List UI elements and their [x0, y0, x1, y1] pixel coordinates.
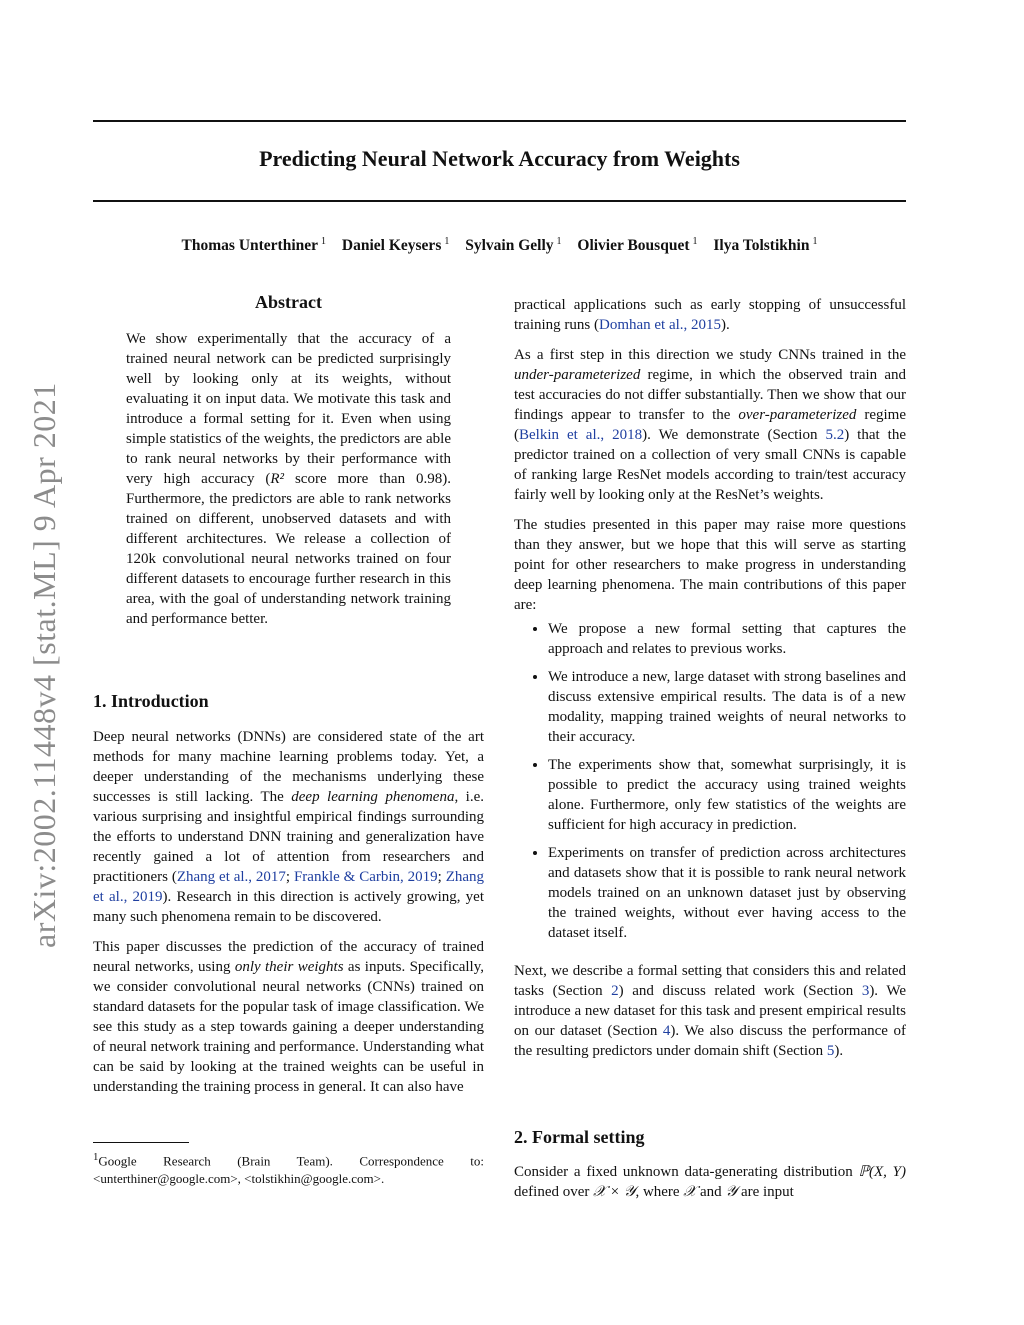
citation-link[interactable]: Domhan et al., 2015	[598, 317, 722, 333]
paper-title: Predicting Neural Network Accuracy from Weights	[259, 146, 740, 171]
paragraph: practical applications such as early stopping of unsuccessful training runs (Domhan et al., 2015).	[514, 297, 906, 333]
contributions-list	[514, 619, 906, 943]
intro-body	[93, 727, 484, 1107]
top-rule	[93, 120, 906, 122]
author-list	[93, 236, 906, 255]
citation-link[interactable]: Zhang et al., 2017	[176, 869, 286, 885]
citation-link[interactable]: Zhang et al., 2019	[93, 869, 485, 905]
right-column	[514, 295, 906, 1071]
list-item: • We propose a new formal setting that captures the approach and relates to previous works.	[548, 619, 906, 659]
arxiv-side-stamp: arXiv:2002.11448v4 [stat.ML] 9 Apr 2021	[26, 382, 62, 948]
intro-paragraph-2: This paper discusses the prediction of the accuracy of trained neural networks, using only their weights as inputs. Specifically, we consider convolutional neural networks (CNNs) trained on standard datasets for the popular task of image classification. We see this study as a step towards gaining a deeper understanding of neural network training and performance. Understanding what can be said by looking at the trained weights can be useful in understanding the training process in general. It can also have	[93, 939, 484, 1095]
section-link[interactable]: 4	[662, 1023, 671, 1039]
section-link[interactable]: 5.2	[825, 427, 845, 443]
list-item: • We introduce a new, large dataset with strong baselines and discuss extensive empirical results. The data is of a new modality, mapping trained weights of neural networks to their accuracy.	[548, 667, 906, 747]
author: Daniel Keysers $^1$	[341, 236, 450, 255]
section-link[interactable]: 2	[611, 983, 619, 999]
paragraph: Next, we describe a formal setting that considers this and related tasks (Section 2) and discuss related work (Section 3). We introduce a new dataset for this task and present empirical results on our dataset (Section 4). We also discuss the performance of the resulting predictors under domain shift (Section 5).	[514, 963, 906, 1059]
section-link[interactable]: 5	[826, 1043, 835, 1059]
formal-setting-text: Consider a fixed unknown data-generating distribution ℙ(X, Y) defined over 𝒳 × 𝒴, where 𝒳 and 𝒴 are input	[514, 1164, 906, 1200]
abstract-heading: Abstract	[255, 292, 322, 312]
section-heading-introduction: 1. Introduction	[93, 691, 209, 711]
list-item: • Experiments on transfer of prediction across architectures and datasets show that it is possible to rank neural network models trained on an unknown dataset just by observing the trained weights, without ever having access to the dataset itself.	[548, 843, 906, 943]
section-heading-formal-setting: 2. Formal setting	[514, 1127, 645, 1147]
paragraph: As a first step in this direction we study CNNs trained in the under-parameterized regime, in which the observed train and test accuracies do not differ substantially. Then we show that our findings appear to transfer to the over-parameterized regime (Belkin et al., 2018). We demonstrate (Section 5.2) that the predictor trained on a collection of very small CNNs is capable of ranking large ResNet models according to train/test accuracy fairly well by looking only at the ResNet’s weights.	[514, 347, 906, 503]
citation-link[interactable]: Frankle & Carbin, 2019	[293, 869, 438, 885]
citation-link[interactable]: Belkin et al., 2018	[519, 427, 643, 443]
intro-paragraph-1: Deep neural networks (DNNs) are considered state of the art methods for many machine learning problems today. Yet, a deeper understanding of the mechanisms underlying these successes is still lacking. The deep learning phenomena, i.e. various surprising and insightful empirical findings surrounding the efforts to understand DNN training and generalization have recently gained a lot of attention from researchers and practitioners (Zhang et al., 2017; Frankle & Carbin, 2019; Zhang et al., 2019). Research in this direction is actively growing, yet many such phenomena remain to be discovered.	[93, 729, 485, 925]
title-bottom-rule	[93, 200, 906, 202]
author: Ilya Tolstikhin $^1$	[713, 236, 818, 255]
footnote-rule	[93, 1142, 189, 1143]
section-link[interactable]: 3	[861, 983, 870, 999]
author: Olivier Bousquet $^1$	[577, 236, 698, 255]
list-item: • The experiments show that, somewhat surprisingly, it is possible to predict the accuracy using trained weights alone. Furthermore, only few statistics of the weights are sufficient for high accuracy in prediction.	[548, 755, 906, 835]
footnote: $^1$Google Research (Brain Team). Correspondence to: <unterthiner@google.com>, <tolstikhin@google.com>.	[93, 1151, 484, 1187]
paragraph: The studies presented in this paper may raise more questions than they answer, but we hope that this will serve as starting point for other researchers to make progress in understanding deep learning phenomena. The main contributions of this paper are:	[514, 517, 906, 613]
author: Thomas Unterthiner $^1$	[181, 236, 327, 255]
abstract-text: We show experimentally that the accuracy of a trained neural network can be predicted surprisingly well by looking only at its weights, without evaluating it on input data. We motivate this task and introduce a formal setting for it. Even when using simple statistics of the weights, the predictors are able to rank neural networks by their performance with very high accuracy (R² score more than 0.98). Furthermore, the predictors are able to rank networks trained on different, unobserved datasets and with different architectures. We release a collection of 120k convolutional neural networks trained on four different datasets to encourage further research in this area, with the goal of understanding network training and performance better.	[126, 331, 451, 627]
author: Sylvain Gelly $^1$	[465, 236, 562, 255]
